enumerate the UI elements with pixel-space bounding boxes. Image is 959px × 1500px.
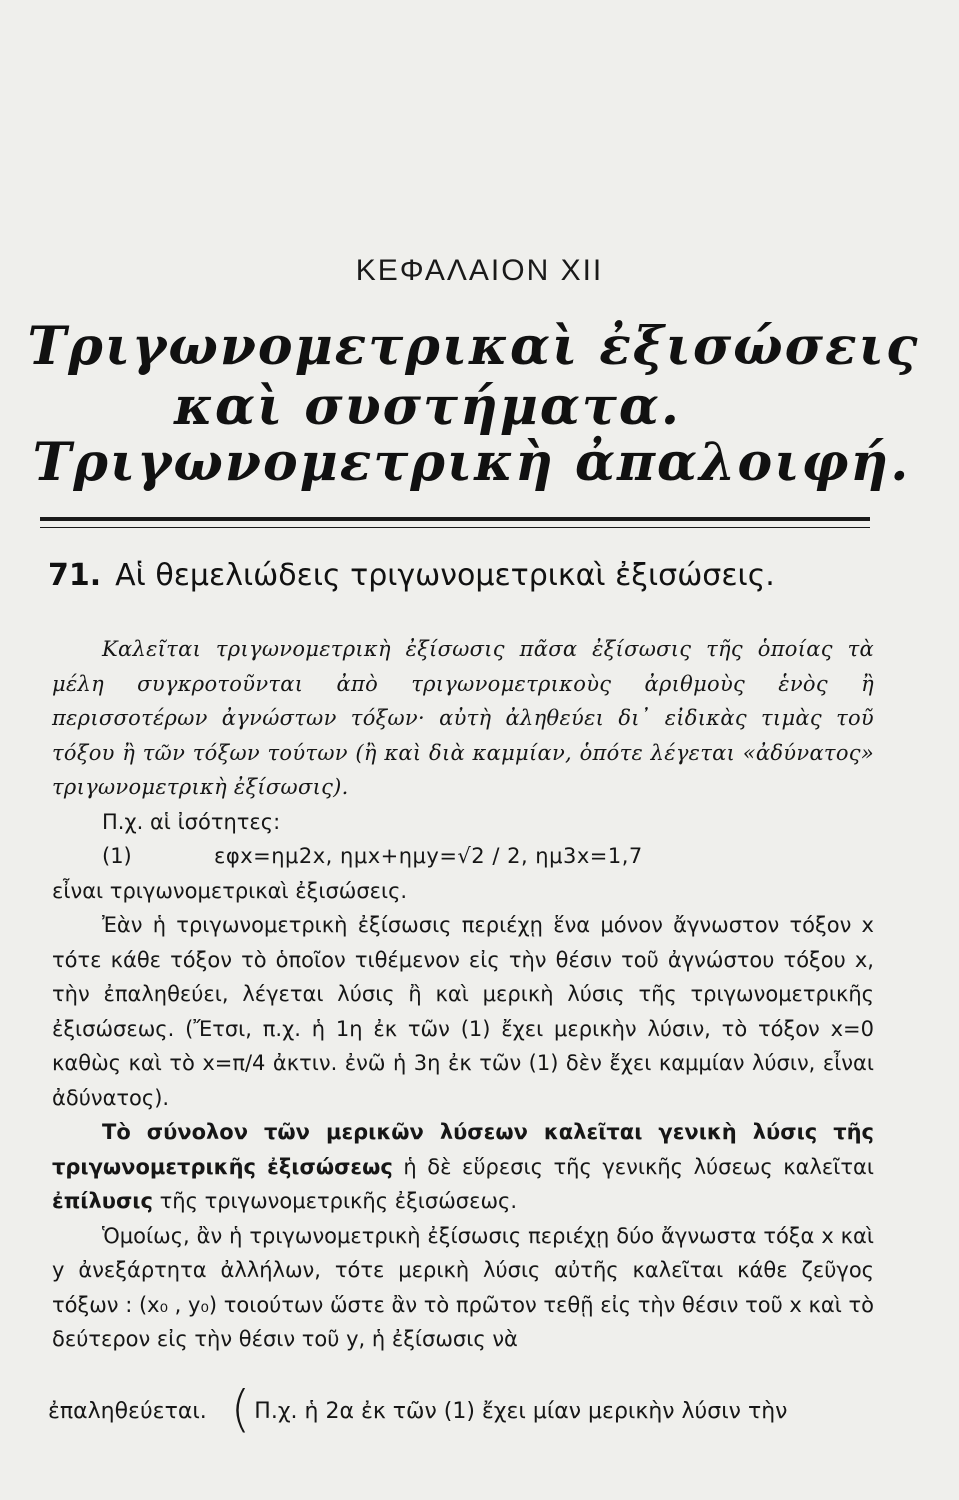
- equation-number: (1): [102, 844, 132, 868]
- chapter-label: ΚΕΦΑΛΑΙΟΝ XII: [355, 254, 604, 287]
- solving-term: ἐπίλυσις: [52, 1189, 153, 1213]
- last-line-rest: Π.χ. ἡ 2α ἐκ τῶν (1) ἔχει μίαν μερικὴν λύσιν τὴν: [254, 1399, 788, 1424]
- section-title: Αἱ θεμελιώδεις τριγωνομετρικαὶ ἐξισώσεις.: [115, 558, 775, 593]
- chapter-title-line-1: Τριγωνομετρικαὶ ἐξισώσεις: [27, 316, 920, 377]
- general-solution-end: τῆς τριγωνομετρικῆς ἐξισώσεως.: [152, 1189, 518, 1213]
- general-solution-paragraph: [52, 1115, 874, 1219]
- chapter-title-line-2: καὶ συστήματα.: [174, 376, 681, 437]
- big-parenthesis: (: [230, 1380, 251, 1438]
- chapter-title-line-3: Τριγωνομετρικὴ ἀπαλοιφή.: [32, 432, 911, 493]
- equations: εφx=ημ2x, ημx+ημy=√2 / 2, ημ3x=1,7: [214, 844, 643, 868]
- example-equations-row: [52, 839, 874, 874]
- title-rule-thin: [40, 527, 870, 528]
- section-heading: [48, 558, 775, 593]
- section-body: [52, 632, 874, 1357]
- example-intro: Π.χ. αἱ ἰσότητες:: [102, 809, 281, 834]
- two-unknowns-paragraph: Ὁμοίως, ἂν ἡ τριγωνομετρικὴ ἐξίσωσις περιέχῃ δύο ἄγνωστα τόξα x καὶ y ἀνεξάρτητα ἀλλήλων, τότε μερικὴ λύσις αὐτῆς καλεῖται κάθε ζεῦγος τόξων : (x₀ , y₀) τοιούτων ὥστε ἂν τὸ πρῶτον τεθῇ εἰς τὴν θέσιν τοῦ x καὶ τὸ δεύτερον εἰς τὴν θέσιν τοῦ y, ἡ ἐξίσωσις νὰ: [52, 1223, 874, 1351]
- general-solution-definition: Τὸ σύνολον τῶν μερικῶν λύσεων καλεῖται γενικὴ λύσις τῆς τριγωνομετρικῆς ἐξισώσεως: [52, 1120, 874, 1179]
- solution-paragraph: Ἐὰν ἡ τριγωνομετρικὴ ἐξίσωσις περιέχῃ ἕνα μόνον ἄγνωστον τόξον x τότε κάθε τόξον τὸ ὁποῖον τιθέμενον εἰς τὴν θέσιν τοῦ ἀγνώστου τόξου x, τὴν ἐπαληθεύει, λέγεται λύσις ἢ καὶ μερικὴ λύσις τῆς τριγωνομετρικῆς ἐξισώσεως. (Ἔτσι, π.χ. ἡ 1η ἐκ τῶν (1) ἔχει μερικὴν λύσιν, τὸ τόξον x=0 καθὼς καὶ τὸ x=π/4 ἀκτιν. ἐνῶ ἡ 3η ἐκ τῶν (1) δὲν ἔχει καμμίαν λύσιν, εἶναι ἀδύνατος).: [52, 913, 874, 1110]
- definition-paragraph: Καλεῖται τριγωνομετρικὴ ἐξίσωσις πᾶσα ἐξίσωσις τῆς ὁποίας τὰ μέλη συγκροτοῦνται ἀπὸ τριγωνομετρικοὺς ἀριθμοὺς ἑνὸς ἢ περισσοτέρων ἀγνώστων τόξων· αὐτὴ ἀληθεύει δι᾿ εἰδικὰς τιμὰς τοῦ τόξου ἢ τῶν τόξων τούτων (ἢ καὶ διὰ καμμίαν, ὁπότε λέγεται «ἀδύνατος» τριγωνομετρικὴ ἐξίσωσις).: [52, 637, 874, 799]
- last-line: [48, 1380, 898, 1438]
- last-line-start: ἐπαληθεύεται.: [48, 1399, 207, 1424]
- section-number: 71.: [48, 558, 102, 593]
- general-solution-mid: ἡ δὲ εὕρεσις τῆς γενικῆς λύσεως καλεῖται: [392, 1154, 874, 1179]
- title-rule-thick: [40, 517, 870, 521]
- example-outro: εἶναι τριγωνομετρικαὶ ἐξισώσεις.: [52, 878, 408, 903]
